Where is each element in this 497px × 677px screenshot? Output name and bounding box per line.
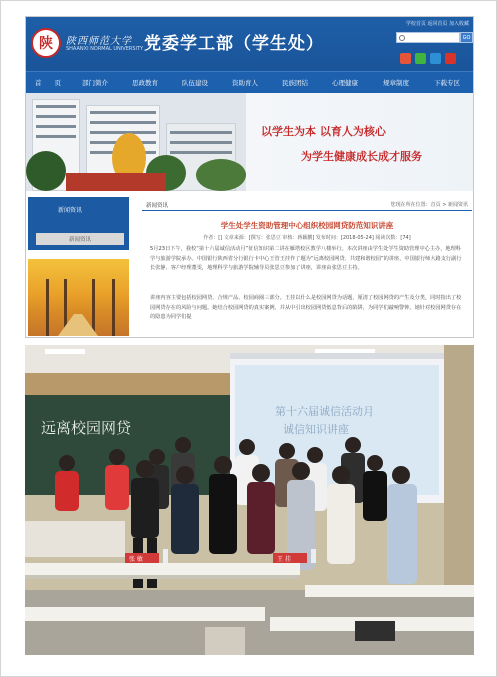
article-meta: 作者：[] 文章来源：[撰写：张思豆 审核：蒋颖鹏] 发布时间：[2018-05-24] 阅读次数：[74] [203,235,411,241]
sidebar [26,197,131,338]
article-paragraph-1: 5月23日下午，我校“第十六届诚信活动月”征信知识第二讲在雁塔校区教学八楼举行。本次讲座由学生处学生资助管理中心主办，地理科学与旅游学院承办。中国银行陕西省分行银行卡中心王管王挂作了题为“远离校园网贷、共建和谐校园”的讲座，中国银行师大路支行副行长张静、客户经理董雯，地理科学与旅游学院辅导员张思豆参加了讲座，讲座由张思豆主持。 [150,246,462,271]
nav-item-ethnic[interactable]: 民族团结 [282,79,308,87]
site-header [26,17,474,71]
nameplate-right: 王 挂 [277,556,291,563]
content-header [142,197,472,211]
banner [26,93,474,191]
nav-item-aid[interactable]: 资助育人 [232,79,258,87]
campus-building-image [26,93,246,191]
sidebar-title: 新闻资讯 [58,207,83,214]
group-photo-image [25,345,474,655]
nav-item-about[interactable]: 部门简介 [82,79,108,87]
breadcrumb[interactable]: 您现在所在位置：首页 > 新闻资讯 [390,202,468,208]
article-paragraph-2: 讲座内容主要包括校园网贷、合规产品、校园商圈三部分。王挂以什么是校园网贷为话题，厘清了校园网贷的产生及分类，同时指出了校园网贷存在的风险与问题。她结合校园网贷的真实案例，并从中引出校园网贷低息背后的陷阱，为同学们敲响警钟。她针对校园网贷存在的隐患为同学们提 [150,295,462,320]
wechat-icon[interactable] [415,53,426,64]
article-title: 学生处学生资助管理中心组织校园网贷防范知识讲座 [220,221,394,230]
search-input[interactable] [396,32,460,43]
nav-item-team[interactable]: 队伍建设 [182,79,208,87]
mail-icon[interactable] [430,53,441,64]
university-name-en: SHAANXI NORMAL UNIVERSITY [66,46,144,52]
nameplate-left: 张 敏 [129,556,143,563]
website-screenshot [25,16,474,338]
article-content [142,197,472,338]
logo-char: 陕 [39,36,53,52]
weibo-icon[interactable] [400,53,411,64]
department-title: 党委学工部（学生处） [144,34,324,54]
nav-item-rules[interactable]: 规章制度 [383,79,409,87]
university-seal-icon[interactable] [31,28,61,58]
autumn-trees-image [28,259,129,336]
section-label: 新闻资讯 [146,203,169,209]
search-button[interactable]: GO [460,32,473,43]
nav-item-mental[interactable]: 心理健康 [332,79,358,87]
banner-slogan-2: 为学生健康成长成才服务 [301,150,422,163]
main-nav [26,71,474,93]
blackboard-text: 远离校园网贷 [41,419,132,437]
group-photo [25,345,474,655]
social-links [400,53,456,64]
nav-item-download[interactable]: 下载专区 [434,79,460,87]
screen-text: 第十六届诚信活动月 [275,405,374,418]
nav-item-home[interactable]: 首 页 [35,79,61,87]
top-links[interactable]: 学校首页 返回首页 加入收藏 [405,21,469,27]
university-name: 陕西师范大学 [66,36,132,47]
search-icon [399,35,405,41]
banner-slogan-1: 以学生为本 以育人为核心 [261,125,386,138]
nav-item-ideology[interactable]: 思政教育 [132,79,158,87]
sidebar-item-news[interactable]: 新闻资讯 [36,233,124,245]
qq-icon[interactable] [445,53,456,64]
sidebar-header [28,197,129,250]
screen-text-2: 诚信知识讲座 [283,423,349,436]
